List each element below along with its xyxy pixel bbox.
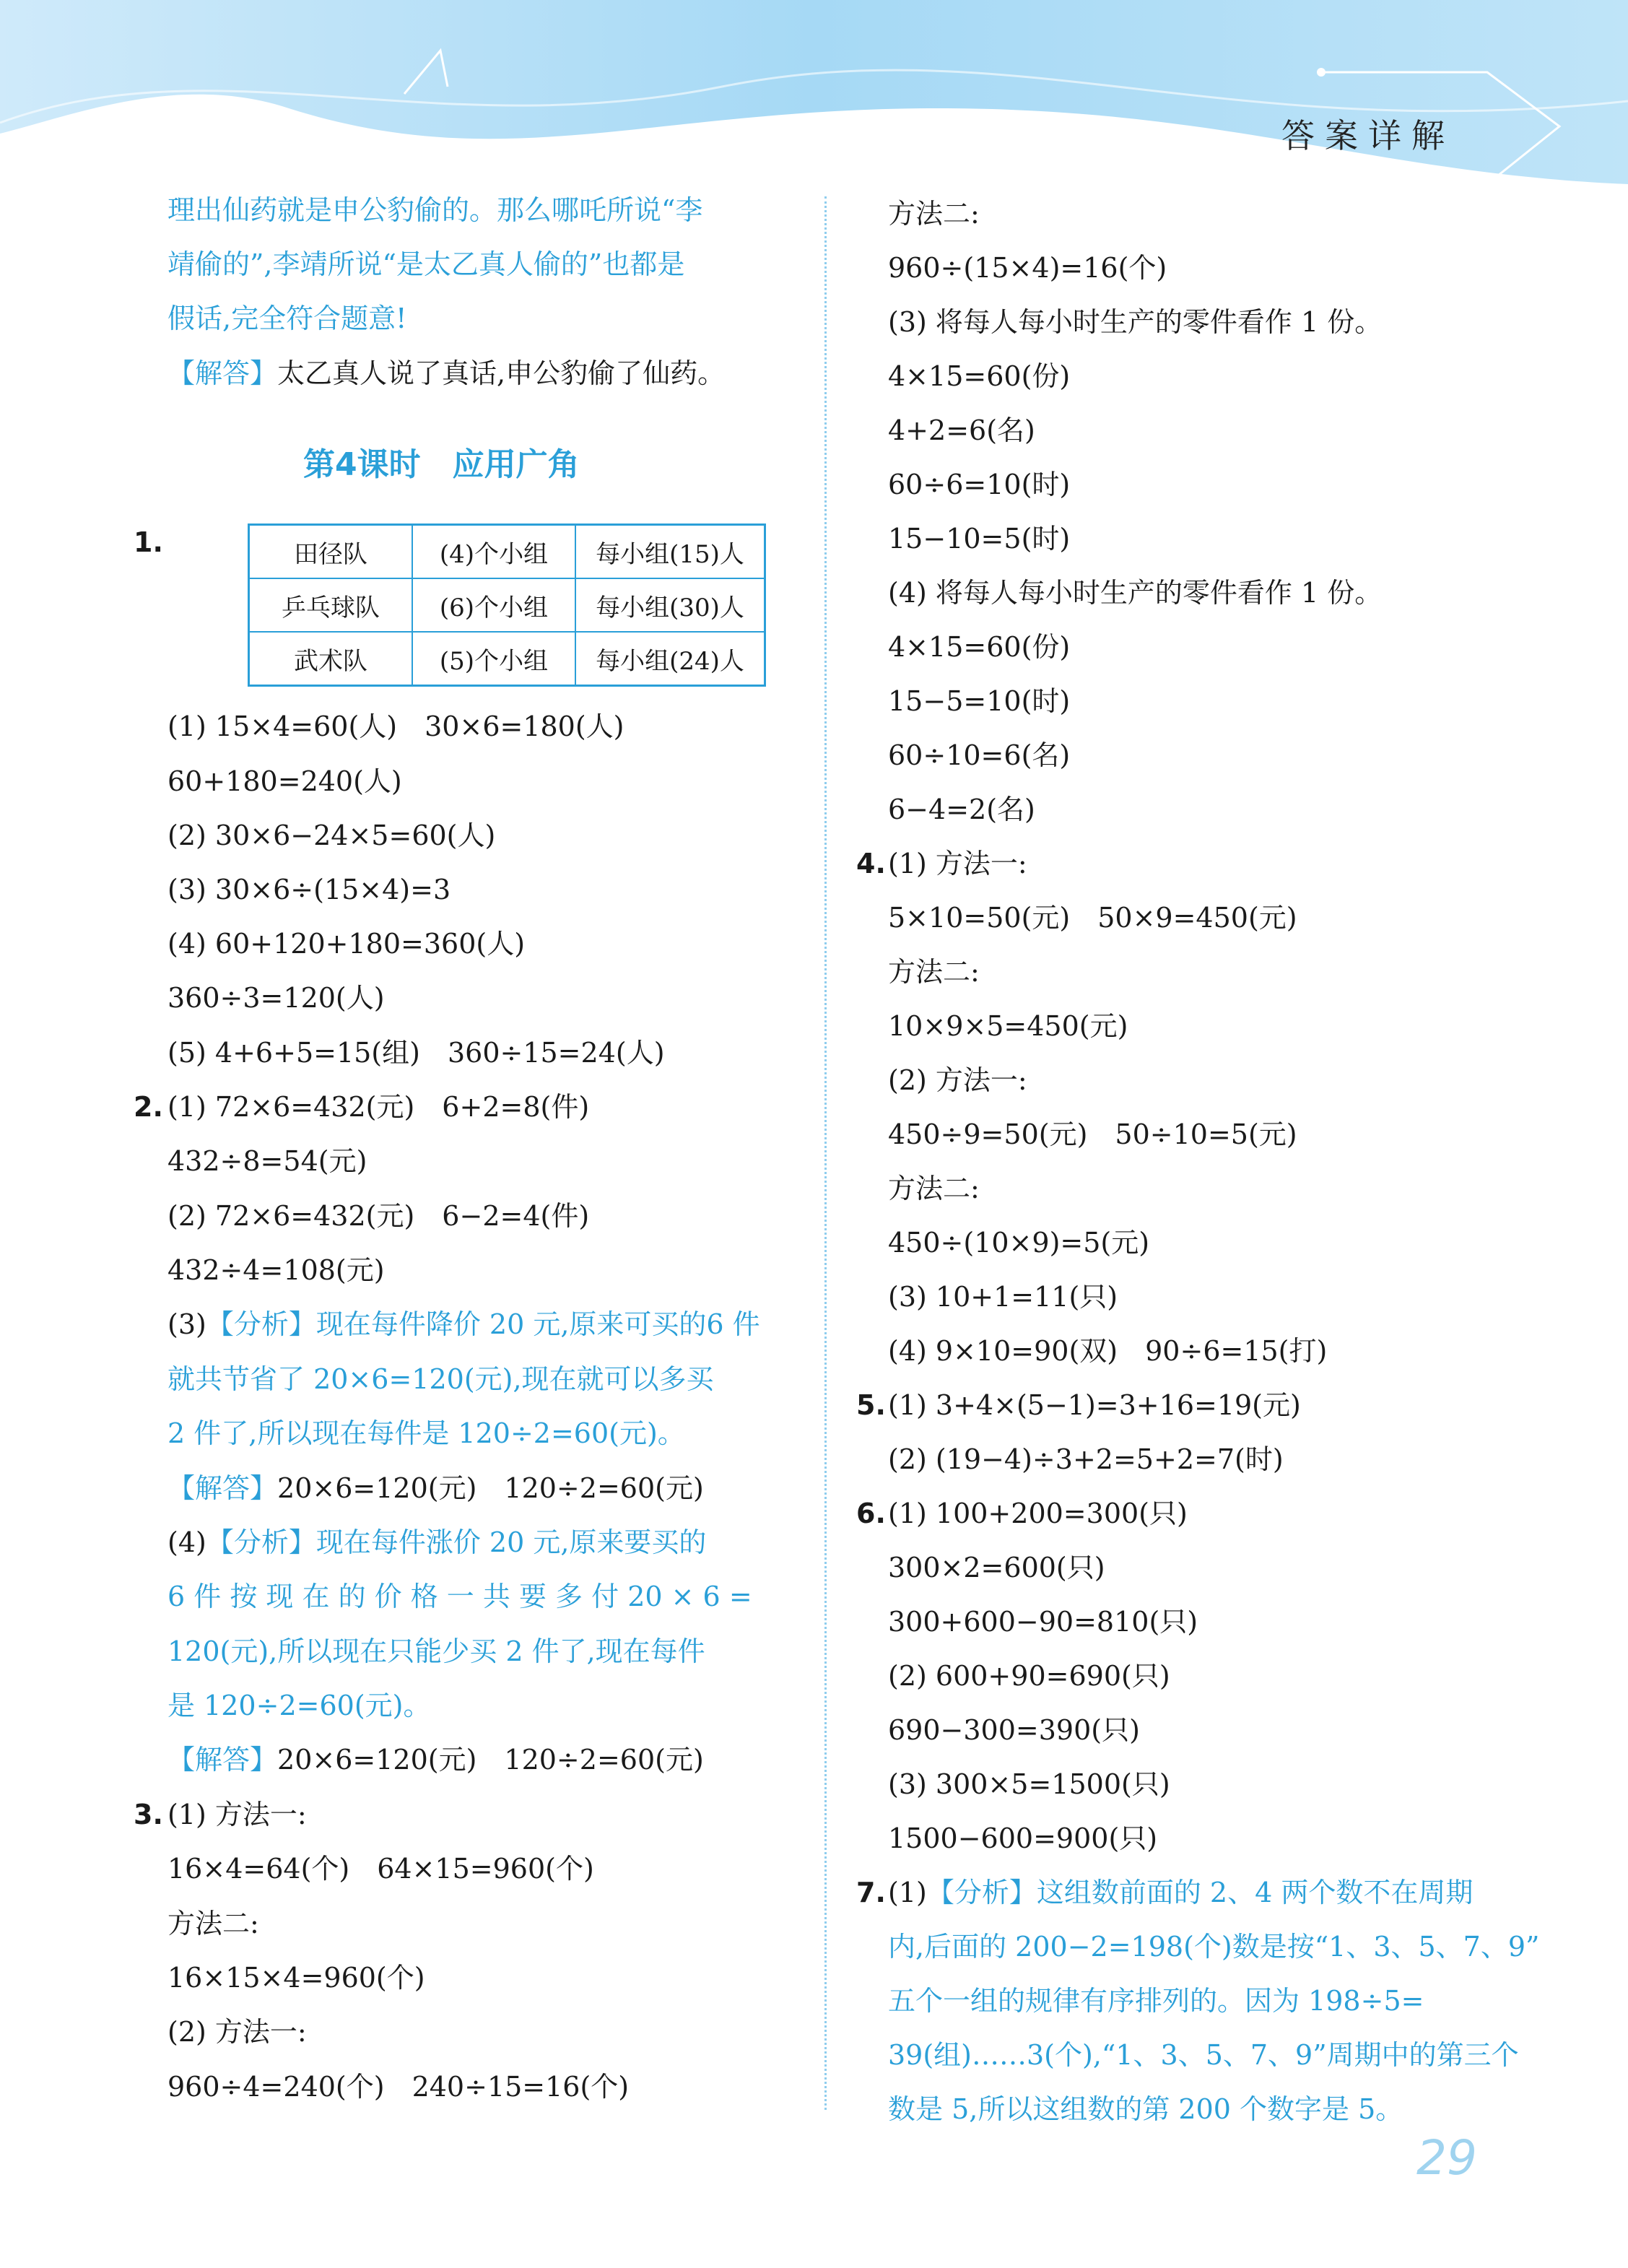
answer-line: 960÷4=240(个) 240÷15=16(个) — [167, 2071, 630, 2103]
answer-line: 4×15=60(份) — [888, 631, 1071, 663]
question-number: 2. — [134, 1091, 163, 1123]
analysis-line: 数是 5,所以这组数的第 200 个数字是 5。 — [888, 2093, 1403, 2125]
answer-line: 方法二: — [167, 1908, 259, 1939]
answer-line: (2) 72×6=432(元) 6−2=4(件) — [167, 1200, 590, 1232]
answer-line: (3) 300×5=1500(只) — [888, 1768, 1170, 1800]
answer-line: (1) 72×6=432(元) 6+2=8(件) — [167, 1091, 590, 1123]
intro-line: 靖偷的”,李靖所说“是太乙真人偷的”也都是 — [167, 248, 685, 280]
answer-line: (4) 9×10=90(双) 90÷6=15(打) — [888, 1335, 1328, 1367]
answer-line: (2) 方法一: — [167, 2016, 307, 2048]
answer-line: 60÷10=6(名) — [888, 739, 1071, 771]
answer-line: 4×15=60(份) — [888, 360, 1071, 392]
answer-line: (3) 将每人每小时生产的零件看作 1 份。 — [888, 306, 1383, 338]
answer-line: 432÷4=108(元) — [167, 1254, 385, 1286]
analysis-line — [167, 1525, 706, 1560]
answer-line: (1) 15×4=60(人) 30×6=180(人) — [167, 711, 624, 742]
subquestion-label: (4) — [167, 1526, 206, 1558]
answer-line: (2) 30×6−24×5=60(人) — [167, 820, 496, 851]
answer-line: 60÷6=10(时) — [888, 469, 1071, 500]
lesson-title: 第4课时 应用广角 — [303, 446, 580, 483]
answer-line: (2) (19−4)÷3+2=5+2=7(时) — [888, 1443, 1284, 1475]
answer-line: (1) 3+4×(5−1)=3+16=19(元) — [888, 1389, 1301, 1421]
analysis-line: 6 件 按 现 在 的 价 格 一 共 要 多 付 20 × 6 = — [167, 1581, 752, 1612]
table-cell: 乒乓球队 — [249, 578, 413, 632]
analysis-line: 120(元),所以现在只能少买 2 件了,现在每件 — [167, 1635, 705, 1667]
answer-line: (3) 30×6÷(15×4)=3 — [167, 874, 451, 905]
question-number: 6. — [856, 1498, 886, 1529]
answer-line: (3) 10+1=11(只) — [888, 1281, 1118, 1313]
answer-tag: 【解答】 — [167, 1744, 278, 1776]
analysis-line: 2 件了,所以现在每件是 120÷2=60(元)。 — [167, 1417, 685, 1449]
intro-answer — [167, 356, 725, 391]
answer-line: 960÷(15×4)=16(个) — [888, 252, 1167, 284]
table-row — [249, 525, 765, 579]
answer-line — [167, 1471, 704, 1506]
question-number: 4. — [856, 848, 886, 879]
table-cell: (6)个小组 — [412, 578, 575, 632]
table-cell: 田径队 — [249, 525, 413, 579]
question-number: 1. — [134, 526, 163, 558]
analysis-text: 【分析】现在每件降价 20 元,原来可买的6 件 — [206, 1308, 760, 1340]
analysis-line: 五个一组的规律有序排列的。因为 198÷5= — [888, 1985, 1424, 2017]
answer-line: 6−4=2(名) — [888, 794, 1035, 825]
answer-line: 16×4=64(个) 64×15=960(个) — [167, 1853, 594, 1885]
subquestion-label: (3) — [167, 1308, 206, 1340]
table-cell: 每小组(24)人 — [575, 632, 765, 686]
answer-line: 450÷9=50(元) 50÷10=5(元) — [888, 1118, 1297, 1150]
analysis-line: 39(组)……3(个),“1、3、5、7、9”周期中的第三个 — [888, 2039, 1519, 2071]
subquestion-label: (1) — [888, 1877, 927, 1908]
answer-line: 300+600−90=810(只) — [888, 1606, 1198, 1638]
answer-line: 60+180=240(人) — [167, 765, 402, 797]
header-banner — [0, 0, 1628, 202]
answer-line: 15−10=5(时) — [888, 523, 1071, 555]
answer-line: 300×2=600(只) — [888, 1552, 1105, 1583]
analysis-line: 是 120÷2=60(元)。 — [167, 1690, 431, 1721]
answer-text: 20×6=120(元) 120÷2=60(元) — [277, 1744, 704, 1776]
answer-line: 450÷(10×9)=5(元) — [888, 1227, 1150, 1259]
answer-line: 360÷3=120(人) — [167, 982, 385, 1014]
question-number: 3. — [134, 1799, 163, 1830]
table-cell: 每小组(30)人 — [575, 578, 765, 632]
intro-line: 理出仙药就是申公豹偷的。那么哪吒所说“李 — [167, 194, 703, 226]
table-cell: 每小组(15)人 — [575, 525, 765, 579]
answer-text: 太乙真人说了真话,申公豹偷了仙药。 — [277, 357, 726, 389]
table-cell: (4)个小组 — [412, 525, 575, 579]
answer-line: 4+2=6(名) — [888, 414, 1035, 446]
answer-line: (1) 方法一: — [167, 1799, 307, 1830]
answer-line: (2) 方法一: — [888, 1064, 1027, 1096]
analysis-text: 【分析】现在每件涨价 20 元,原来要买的 — [206, 1526, 707, 1558]
team-table — [248, 523, 766, 687]
answer-line: 690−300=390(只) — [888, 1714, 1140, 1746]
answer-line: (1) 方法一: — [888, 848, 1027, 879]
answer-line: 5×10=50(元) 50×9=450(元) — [888, 902, 1297, 934]
table-row — [249, 632, 765, 686]
answer-line: 16×15×4=960(个) — [167, 1962, 425, 1994]
table-row — [249, 578, 765, 632]
table-cell: 武术队 — [249, 632, 413, 686]
analysis-line: 内,后面的 200−2=198(个)数是按“1、3、5、7、9” — [888, 1931, 1540, 1963]
page-number: 29 — [1416, 2130, 1477, 2186]
answer-line: (4) 60+120+180=360(人) — [167, 928, 526, 960]
analysis-line: 就共节省了 20×6=120(元),现在就可以多买 — [167, 1363, 714, 1395]
column-divider — [824, 196, 827, 2110]
answer-line: (1) 100+200=300(只) — [888, 1498, 1188, 1529]
answer-line: (4) 将每人每小时生产的零件看作 1 份。 — [888, 577, 1383, 609]
question-number: 5. — [856, 1389, 886, 1421]
answer-line — [167, 1742, 704, 1777]
analysis-line — [888, 1875, 1473, 1910]
answer-line: 方法二: — [888, 956, 980, 988]
answer-tag: 【解答】 — [167, 1472, 278, 1504]
answer-text: 20×6=120(元) 120÷2=60(元) — [277, 1472, 704, 1504]
answer-line: 15−5=10(时) — [888, 685, 1071, 717]
answer-line: 1500−600=900(只) — [888, 1822, 1158, 1854]
answer-line: (5) 4+6+5=15(组) 360÷15=24(人) — [167, 1037, 665, 1069]
answer-line: 432÷8=54(元) — [167, 1145, 367, 1177]
question-number: 7. — [856, 1877, 886, 1908]
analysis-line — [167, 1307, 760, 1342]
intro-line: 假话,完全符合题意! — [167, 303, 407, 334]
header-label: 答案详解 — [1281, 116, 1455, 155]
analysis-text: 【分析】这组数前面的 2、4 两个数不在周期 — [926, 1877, 1474, 1908]
answer-line: 方法二: — [888, 1173, 980, 1204]
answer-line: 方法二: — [888, 198, 980, 230]
answer-line: (2) 600+90=690(只) — [888, 1660, 1170, 1692]
answer-tag: 【解答】 — [167, 357, 278, 389]
answer-line: 10×9×5=450(元) — [888, 1010, 1128, 1042]
table-cell: (5)个小组 — [412, 632, 575, 686]
